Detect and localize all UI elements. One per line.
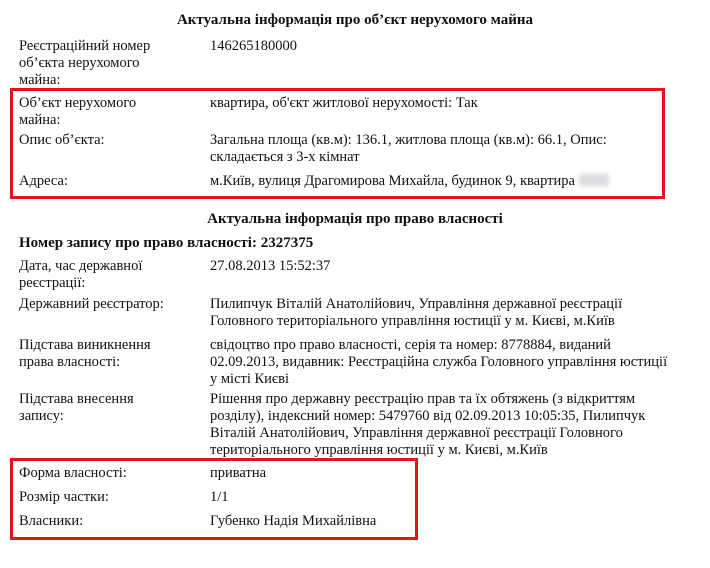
row-label: Опис об’єкта: bbox=[19, 132, 105, 148]
row-value: Рішення про державну реєстрацію прав та їх обтяжень (з відкриттям розділу), індексний номер: 5479760 від 02.09.2013 10:05:35, Пилипчук Віталій Анатолійович, Управління державної реєстрації Головного територіального управління юстиції у м. Києві, м.Київ bbox=[210, 391, 646, 458]
row-value: квартира, об'єкт житлової нерухомості: Так bbox=[210, 95, 478, 111]
row-label: Підстава виникнення права власності: bbox=[19, 337, 151, 370]
row-label: Форма власності: bbox=[19, 465, 127, 481]
row-label: Розмір частки: bbox=[19, 489, 109, 505]
address-text: м.Київ, вулиця Драгомирова Михайла, будинок 9, квартира bbox=[210, 173, 575, 189]
row-label: Власники: bbox=[19, 513, 84, 529]
row-label: Реєстраційний номер об’єкта нерухомого майна: bbox=[19, 38, 151, 88]
row-value: приватна bbox=[210, 465, 267, 481]
row-label: Адреса: bbox=[19, 173, 68, 189]
row-value: 1/1 bbox=[210, 489, 229, 505]
row-value: Пилипчук Віталій Анатолійович, Управління державної реєстрації Головного територіального управління юстиції у м. Києві, м.Київ bbox=[210, 296, 623, 329]
row-value: Загальна площа (кв.м): 136.1, житлова площа (кв.м): 66.1, Опис: складається з 3-х кімнат bbox=[210, 132, 607, 165]
property-section-title: Актуальна інформація про об’єкт нерухомого майна bbox=[176, 12, 534, 28]
row-label: Підстава внесення запису: bbox=[19, 391, 134, 424]
row-label: Дата, час державної реєстрації: bbox=[19, 258, 143, 291]
row-value: Губенко Надія Михайлівна bbox=[210, 513, 377, 529]
row-label: Державний реєстратор: bbox=[19, 296, 164, 312]
ownership-section-title: Актуальна інформація про право власності bbox=[207, 211, 503, 227]
row-value bbox=[210, 173, 680, 190]
row-value: 27.08.2013 15:52:37 bbox=[210, 258, 331, 274]
row-label: Об’єкт нерухомого майна: bbox=[19, 95, 137, 128]
redacted-blur bbox=[579, 174, 609, 186]
record-number: Номер запису про право власності: 2327375 bbox=[19, 235, 314, 251]
row-value: 146265180000 bbox=[210, 38, 297, 54]
row-value: свідоцтво про право власності, серія та номер: 8778884, виданий 02.09.2013, видавник: Реєстраційна служба Головного управління юстиції у місті Києві bbox=[210, 337, 668, 387]
